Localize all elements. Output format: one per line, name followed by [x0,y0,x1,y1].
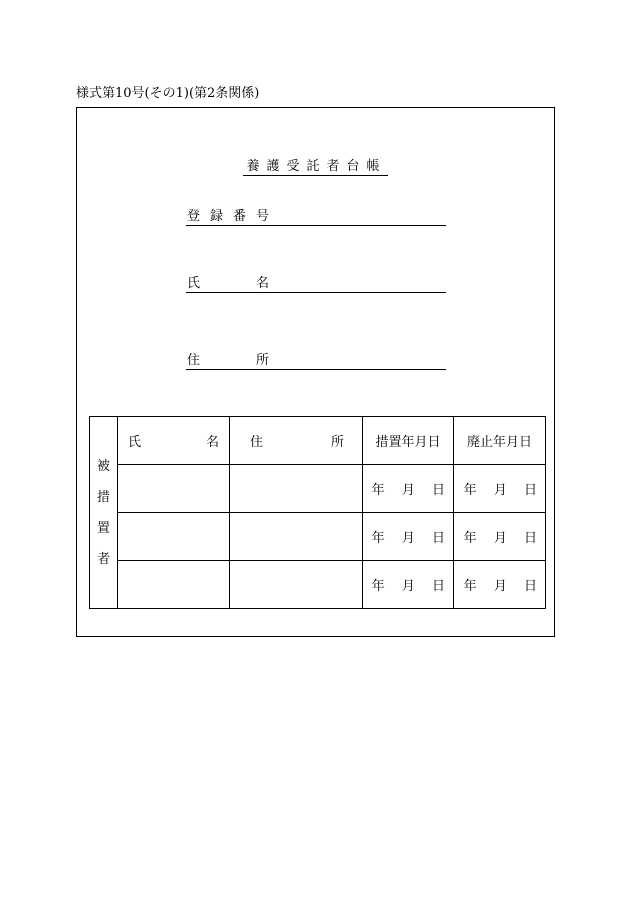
registration-number-label: 登録番号 [187,209,280,224]
row-abolition-date-cell[interactable]: 年 月 日 [454,465,546,513]
row-name-cell[interactable] [118,561,230,609]
header-placement-date: 措置年月日 [363,417,454,465]
row-placement-date-cell[interactable]: 年 月 日 [363,513,454,561]
document-title [77,155,554,174]
registration-number-field[interactable] [186,209,446,226]
row-name-cell[interactable] [118,513,230,561]
ledger-frame [76,107,555,637]
header-name: 氏 名 [118,417,230,465]
table-row [90,465,546,513]
name-label: 氏 名 [187,276,269,291]
side-label-cell: 被 措 置 者 [90,417,118,609]
table-row [90,513,546,561]
ward-table [89,416,546,609]
form-number: 様式第10号(その1)(第2条関係) [76,86,260,101]
table-header-row [90,417,546,465]
header-abolition-date: 廃止年月日 [454,417,546,465]
address-field[interactable] [186,353,446,370]
row-name-cell[interactable] [118,465,230,513]
row-placement-date-cell[interactable]: 年 月 日 [363,465,454,513]
row-address-cell[interactable] [230,561,363,609]
row-address-cell[interactable] [230,513,363,561]
name-field[interactable] [186,276,446,293]
address-label: 住 所 [187,353,269,368]
table-row [90,561,546,609]
row-address-cell[interactable] [230,465,363,513]
row-abolition-date-cell[interactable]: 年 月 日 [454,513,546,561]
title-text: 養護受託者台帳 [243,159,387,176]
row-placement-date-cell[interactable]: 年 月 日 [363,561,454,609]
row-abolition-date-cell[interactable]: 年 月 日 [454,561,546,609]
header-address: 住 所 [230,417,363,465]
